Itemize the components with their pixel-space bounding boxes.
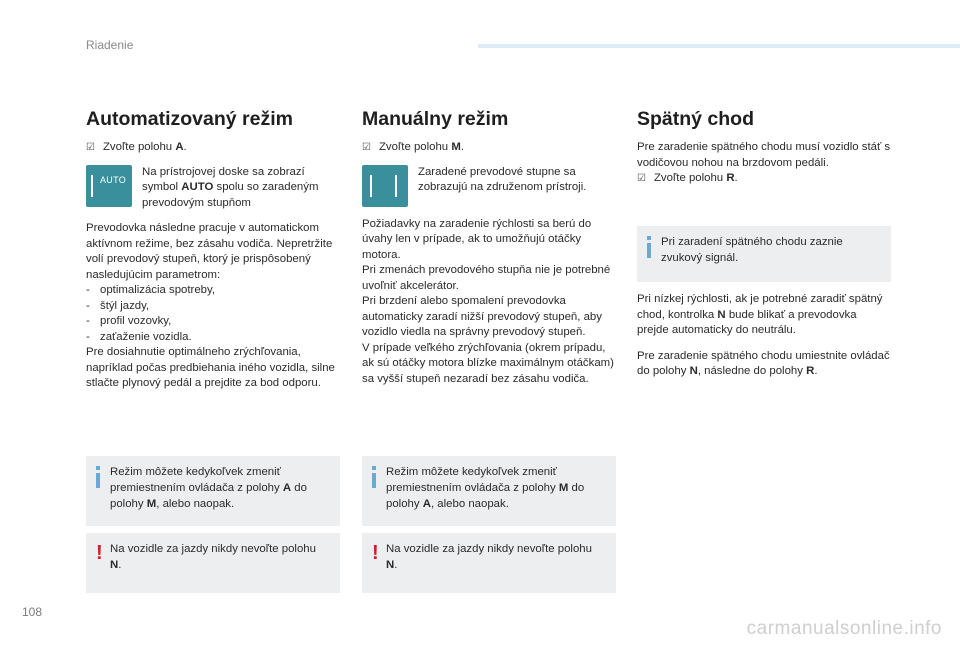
manual-mode-column bbox=[362, 108, 616, 387]
reverse-paragraph: Pri nízkej rýchlosti, ak je potrebné zaradiť spätný chod, kontrolka N bude blikať a prevodovka prejde automaticky do neutrálu. bbox=[637, 293, 883, 336]
parameter-list bbox=[86, 283, 340, 345]
reverse-gear-column bbox=[637, 108, 891, 196]
info-icon bbox=[372, 466, 376, 488]
warning-icon: ! bbox=[96, 542, 103, 564]
automatic-mode-body: Prevodovka následne pracuje v automatickom aktívnom režime, bez zásahu vodiča. Nepretržite volí prevodový stupeň, ktorý je prispôsobený nasledujúcim parametrom: - optimalizácia spotreby, - štýl jazdy, - profil vozovky, - zaťaženie vozidla. Pre dosiahnutie optimálneho zrýchľovania, napríklad počas predbiehania iného vozidla, silne stlačte plynový pedál a prejdite za bod odporu. bbox=[86, 221, 340, 392]
select-step: ☑ Zvoľte polohu A. bbox=[86, 140, 340, 156]
reverse-intro: Pre zaradenie spätného chodu musí vozidlo stáť s vodičovou nohou na brzdovom pedáli. bbox=[637, 141, 891, 169]
warning-note-manual: ! Na vozidle za jazdy nikdy nevoľte polohu N. bbox=[362, 533, 616, 593]
warning-note-auto: ! Na vozidle za jazdy nikdy nevoľte polohu N. bbox=[86, 533, 340, 593]
watermark: carmanualsonline.info bbox=[746, 618, 942, 639]
info-note-manual: Režim môžete kedykoľvek zmeniť premiestnením ovládača z polohy M do polohy A, alebo naopak. bbox=[362, 456, 616, 526]
header-divider bbox=[478, 44, 960, 48]
step-arrow-icon: ☑ bbox=[362, 142, 371, 153]
manual-mode-title: Manuálny režim bbox=[362, 108, 509, 130]
info-icon bbox=[96, 466, 100, 488]
warning-icon: ! bbox=[372, 542, 379, 564]
step-arrow-icon: ☑ bbox=[86, 142, 95, 153]
display-label: AUTO bbox=[100, 174, 127, 185]
step-arrow-icon: ☑ bbox=[637, 173, 646, 184]
info-icon bbox=[647, 236, 651, 258]
list-item: - optimalizácia spotreby, bbox=[86, 283, 340, 299]
list-item: - zaťaženie vozidla. bbox=[86, 330, 340, 346]
section-label: Riadenie bbox=[86, 38, 134, 52]
manual-display-icon bbox=[362, 165, 408, 207]
select-step: ☑ Zvoľte polohu R. bbox=[637, 171, 891, 187]
reverse-gear-title: Spätný chod bbox=[637, 108, 755, 130]
manual-mode-body: Požiadavky na zaradenie rýchlosti sa berú do úvahy len v prípade, ak to umožňujú otáčky motora. Pri zmenách prevodového stupňa nie je potrebné uvoľniť akcelerátor. Pri brzdení alebo spomalení prevodovka automaticky zaradí nižší prevodový stupeň, aby vozidlo viedla na správny prevodový stupeň. V prípade veľkého zrýchľovania (okrem prípadu, ak sú otáčky motora blízke maximálnym otáčkam) sa vyšší stupeň nezaradí bez zásahu vodiča. bbox=[362, 217, 614, 385]
list-item: - štýl jazdy, bbox=[86, 299, 340, 315]
page-number: 108 bbox=[22, 605, 43, 619]
info-note-auto: Režim môžete kedykoľvek zmeniť premiestnením ovládača z polohy A do polohy M, alebo naopak. bbox=[86, 456, 340, 526]
reverse-details bbox=[637, 292, 891, 380]
reverse-paragraph: Pre zaradenie spätného chodu umiestnite ovládač do polohy N, následne do polohy R. bbox=[637, 349, 890, 377]
select-step: ☑ Zvoľte polohu M. bbox=[362, 140, 616, 156]
info-note-reverse: Pri zaradení spätného chodu zaznie zvukový signál. bbox=[637, 226, 891, 282]
display-row bbox=[86, 165, 340, 212]
display-description: Zaradené prevodové stupne sa zobrazujú na združenom prístroji. bbox=[418, 165, 587, 193]
display-row bbox=[362, 165, 616, 207]
display-description: Na prístrojovej doske sa zobrazí symbol AUTO spolu so zaradeným prevodovým stupňom bbox=[142, 165, 319, 209]
automatic-mode-title: Automatizovaný režim bbox=[86, 108, 293, 130]
auto-display-icon bbox=[86, 165, 132, 207]
list-item: - profil vozovky, bbox=[86, 314, 340, 330]
automatic-mode-column bbox=[86, 108, 340, 392]
